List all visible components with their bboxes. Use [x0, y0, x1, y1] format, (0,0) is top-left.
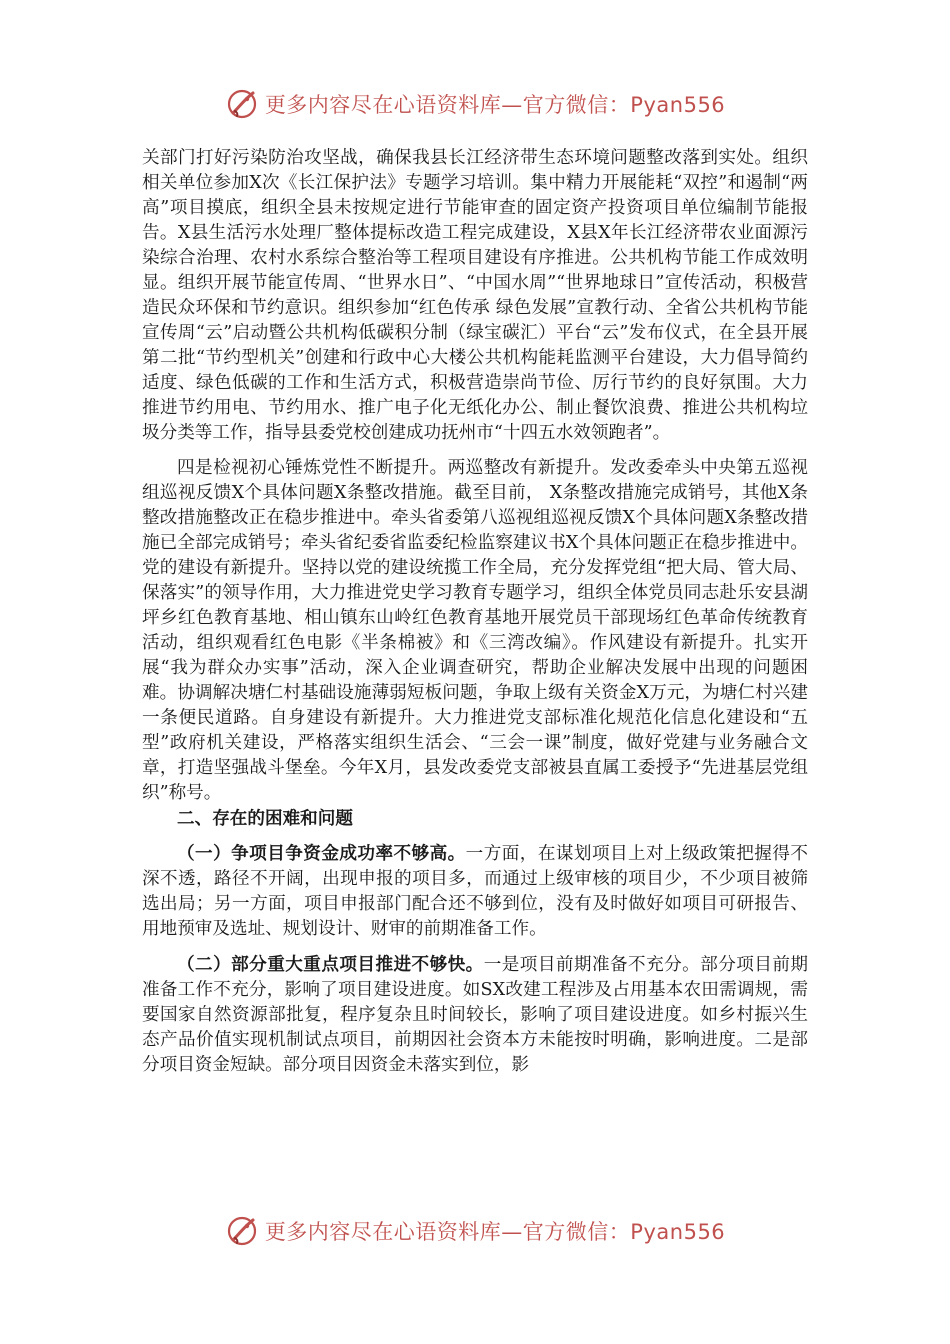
section-heading-problems: 二、存在的困难和问题 [177, 808, 353, 829]
problem-item-1-title: （一）争项目争资金成功率不够高。 [177, 843, 466, 864]
watermark-text: 更多内容尽在心语资料库—官方微信：Pyan556 [264, 93, 726, 117]
paragraph-environment: 关部门打好污染防治攻坚战，确保我县长江经济带生态环境问题整改落到实处。组织相关单位参加X次《长江保护法》专题学习培训。集中精力开展能耗“双控”和遏制“两高”项目摸底，组织全县未按规定进行节能审查的固定资产投资项目单位编制节能报告。X县生活污水处理厂整体提标改造工程完成建设，X县X年长江经济带农业面源污染综合治理、农村水系综合整治等工程项目建设有序推进。公共机构节能工作成效明显。组织开展节能宣传周、“世界水日”、“中国水周”“世界地球日”宣传活动，积极营造民众环保和节约意识。组织参加“红色传承 绿色发展”宣教行动、全省公共机构节能宣传周“云”启动暨公共机构低碳积分制（绿宝碳汇）平台“云”发布仪式，在全县开展第二批“节约型机关”创建和行政中心大楼公共机构能耗监测平台建设，大力倡导简约适度、绿色低碳的工作和生活方式，积极营造崇尚节俭、厉行节约的良好氛围。大力推进节约用电、节约用水、推广电子化无纸化办公、制止餐饮浪费、推进公共机构垃圾分类等工作，指导县委党校创建成功抚州市“十四五水效领跑者”。 [142, 148, 808, 443]
brush-logo-icon [225, 1214, 259, 1248]
problem-item-2-title: （二）部分重大重点项目推进不够快。 [177, 954, 484, 975]
problem-item-2-text: 一是项目前期准备不充分。部分项目前期准备工作不充分，影响了项目建设进度。如SX改建工程涉及占用基本农田需调规，需要国家自然资源部批复，程序复杂且时间较长，影响了项目建设进度。如乡村振兴生态产品价值实现机制试点项目，前期因社会资本方未能按时明确，影响进度。二是部分项目资金短缺。部分项目因资金未落实到位，影 [142, 955, 808, 1075]
problem-item-1-text: 一方面，在谋划项目上对上级政策把握得不深不透，路径不开阔，出现申报的项目多，而通过上级审核的项目少，不少项目被筛选出局；另一方面，项目申报部门配合还不够到位，没有及时做好如项目可研报告、用地预审及选址、规划设计、财审的前期准备工作。 [142, 844, 808, 939]
problem-item-1 [142, 841, 808, 942]
watermark-footer [0, 1211, 950, 1251]
watermark-text: 更多内容尽在心语资料库—官方微信：Pyan556 [264, 1220, 726, 1244]
problem-item-2 [142, 952, 808, 1078]
brush-logo-icon [225, 87, 259, 121]
paragraph-party-building: 四是检视初心锤炼党性不断提升。两巡整改有新提升。发改委牵头中央第五巡视组巡视反馈X个具体问题X条整改措施。截至目前， X条整改措施完成销号，其他X条整改措施整改正在稳步推进中。牵头省委第八巡视组巡视反馈X个具体问题X条整改措施已全部完成销号；牵头省纪委省监委纪检监察建议书X个具体问题正在稳步推进中。党的建设有新提升。坚持以党的建设统揽工作全局，充分发挥党组“把大局、管大局、保落实”的领导作用，大力推进党史学习教育专题学习，组织全体党员同志赴乐安县湖坪乡红色教育基地、相山镇东山岭红色教育基地开展党员干部现场红色革命传统教育活动，组织观看红色电影《半条棉被》和《三湾改编》。作风建设有新提升。扎实开展“我为群众办实事”活动，深入企业调查研究，帮助企业解决发展中出现的问题困难。协调解决塘仁村基础设施薄弱短板问题，争取上级有关资金X万元，为塘仁村兴建一条便民道路。自身建设有新提升。大力推进党支部标准化规范化信息化建设和“五型”政府机关建设，严格落实组织生活会、“三会一课”制度，做好党建与业务融合文章，打造坚强战斗堡垒。今年X月，县发改委党支部被县直属工委授予“先进基层党组织”称号。 [142, 458, 808, 803]
document-body [142, 146, 808, 1078]
watermark-header [0, 84, 950, 124]
